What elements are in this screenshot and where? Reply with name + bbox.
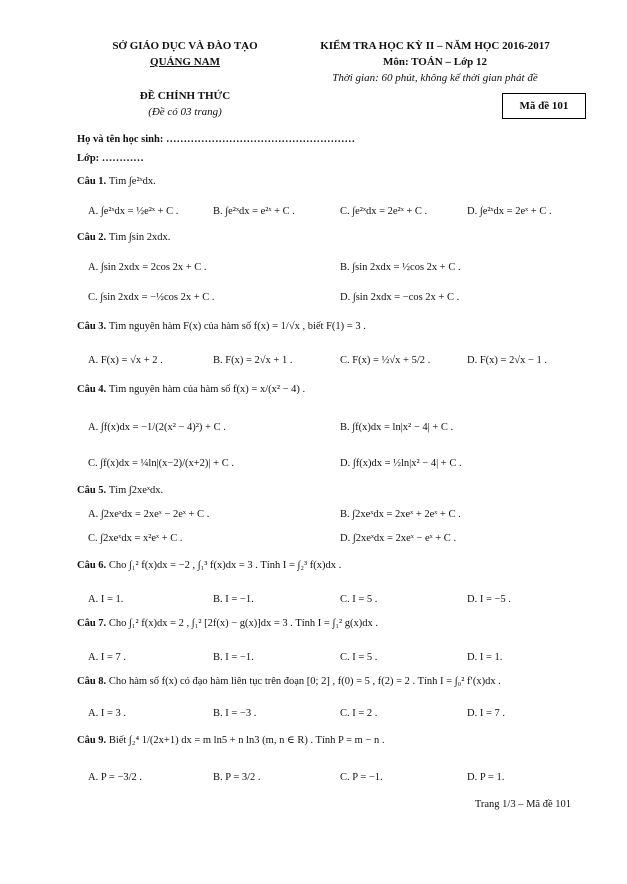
answer-option: D. P = 1. <box>467 772 505 783</box>
answer-option: C. I = 5 . <box>340 594 378 605</box>
answer-option: D. ∫f(x)dx = ½ln|x² − 4| + C . <box>340 458 462 469</box>
class-line: Lớp: ………… <box>77 153 144 164</box>
official-label: ĐỀ CHÍNH THỨC <box>139 90 231 102</box>
page-count: (Đề có 03 trang) <box>148 106 222 118</box>
answer-option: D. ∫2xeˣdx = 2xeˣ − eˣ + C . <box>340 533 457 544</box>
question-text: Tìm ∫sin 2xdx. <box>108 232 171 243</box>
question-text: Tìm nguyên hàm của hàm số f(x) = x/(x² − 4) . <box>108 384 306 395</box>
question-text: Cho hàm số f(x) có đạo hàm liên tục trên đoạn [0; 2] , f(0) = 5 , f(2) = 2 . Tính I = ∫₀² f′(x)dx . <box>108 676 501 687</box>
department-name: SỞ GIÁO DỤC VÀ ĐÀO TẠO <box>112 40 258 52</box>
question-1 <box>77 176 156 187</box>
answer-option: A. I = 1. <box>88 594 124 605</box>
exam-code-box: Mã đề 101 <box>502 93 586 119</box>
answer-option: C. ∫f(x)dx = ¼ln|(x−2)/(x+2)| + C . <box>88 458 234 469</box>
answer-option: D. I = 7 . <box>467 708 506 719</box>
answer-option: A. ∫f(x)dx = −1/(2(x² − 4)²) + C . <box>88 422 226 433</box>
exam-title: KIỂM TRA HỌC KỲ II – NĂM HỌC 2016-2017 <box>320 40 550 52</box>
question-6 <box>77 560 341 571</box>
answer-option: A. P = −3/2 . <box>88 772 143 783</box>
answer-option: D. I = 1. <box>467 652 503 663</box>
answer-option: B. ∫sin 2xdx = ½cos 2x + C . <box>340 262 461 273</box>
question-text: Tìm ∫2xeˣdx. <box>108 485 164 496</box>
answer-option: D. I = −5 . <box>467 594 511 605</box>
question-4 <box>77 384 305 395</box>
question-3 <box>77 321 366 332</box>
answer-option: A. ∫2xeˣdx = 2xeˣ − 2eˣ + C . <box>88 509 210 520</box>
question-text: Cho ∫₁² f(x)dx = 2 , ∫₁² [2f(x) − g(x)]dx = 3 . Tính I = ∫₁² g(x)dx . <box>108 618 379 629</box>
question-label: Câu 5. <box>77 485 109 496</box>
question-label: Câu 3. <box>77 321 109 332</box>
question-label: Câu 4. <box>77 384 109 395</box>
answer-option: A. ∫sin 2xdx = 2cos 2x + C . <box>88 262 207 273</box>
answer-option: A. ∫e²ˣdx = ½e²ˣ + C . <box>88 206 179 217</box>
question-7 <box>77 618 378 629</box>
answer-option: B. I = −1. <box>213 594 254 605</box>
question-label: Câu 7. <box>77 618 109 629</box>
question-9 <box>77 734 384 746</box>
question-2 <box>77 232 170 243</box>
answer-option: B. ∫f(x)dx = ln|x² − 4| + C . <box>340 422 454 433</box>
question-label: Câu 8. <box>77 676 109 687</box>
answer-option: C. I = 5 . <box>340 652 378 663</box>
question-text: Cho ∫₁² f(x)dx = −2 , ∫₁³ f(x)dx = 3 . Tính I = ∫₂³ f(x)dx . <box>108 560 342 571</box>
answer-option: B. I = −1. <box>213 652 254 663</box>
question-label: Câu 2. <box>77 232 109 243</box>
answer-option: B. ∫2xeˣdx = 2xeˣ + 2eˣ + C . <box>340 509 461 520</box>
answer-option: C. ∫2xeˣdx = x²eˣ + C . <box>88 533 183 544</box>
time-label: Thời gian: 60 phút, không kể thời gian phát đề <box>332 72 538 84</box>
question-text: Biết ∫₂⁴ 1/(2x+1) dx = m ln5 + n ln3 (m, n ∈ R) . Tính P = m − n . <box>108 735 385 746</box>
question-label: Câu 1. <box>77 176 109 187</box>
page-footer: Trang 1/3 – Mã đề 101 <box>474 799 571 810</box>
answer-option: C. P = −1. <box>340 772 383 783</box>
answer-option: C. ∫sin 2xdx = −½cos 2x + C . <box>88 292 215 303</box>
question-label: Câu 6. <box>77 560 109 571</box>
answer-option: B. F(x) = 2√x + 1 . <box>213 355 293 366</box>
answer-option: D. F(x) = 2√x − 1 . <box>467 355 548 366</box>
department-header <box>70 38 300 120</box>
answer-option: B. P = 3/2 . <box>213 772 261 783</box>
answer-option: A. I = 7 . <box>88 652 127 663</box>
answer-option: C. ∫e²ˣdx = 2e²ˣ + C . <box>340 206 428 217</box>
question-5 <box>77 485 163 496</box>
answer-option: A. I = 3 . <box>88 708 127 719</box>
question-8 <box>77 676 501 687</box>
province-name: QUẢNG NAM <box>150 56 220 68</box>
student-name-line: Họ và tên học sinh: ……………………………………………… <box>77 134 355 145</box>
answer-option: D. ∫e²ˣdx = 2eˣ + C . <box>467 206 552 217</box>
subject-label: Môn: TOÁN – Lớp 12 <box>382 56 488 68</box>
question-text: Tìm ∫e²ˣdx. <box>108 176 156 187</box>
answer-option: C. F(x) = ½√x + 5/2 . <box>340 355 431 366</box>
answer-option: C. I = 2 . <box>340 708 378 719</box>
answer-option: D. ∫sin 2xdx = −cos 2x + C . <box>340 292 460 303</box>
answer-option: B. I = −3 . <box>213 708 257 719</box>
answer-option: B. ∫e²ˣdx = e²ˣ + C . <box>213 206 295 217</box>
exam-header <box>285 38 585 86</box>
question-text: Tìm nguyên hàm F(x) của hàm số f(x) = 1/√x , biết F(1) = 3 . <box>108 321 366 332</box>
answer-option: A. F(x) = √x + 2 . <box>88 355 163 366</box>
question-label: Câu 9. <box>77 735 109 746</box>
